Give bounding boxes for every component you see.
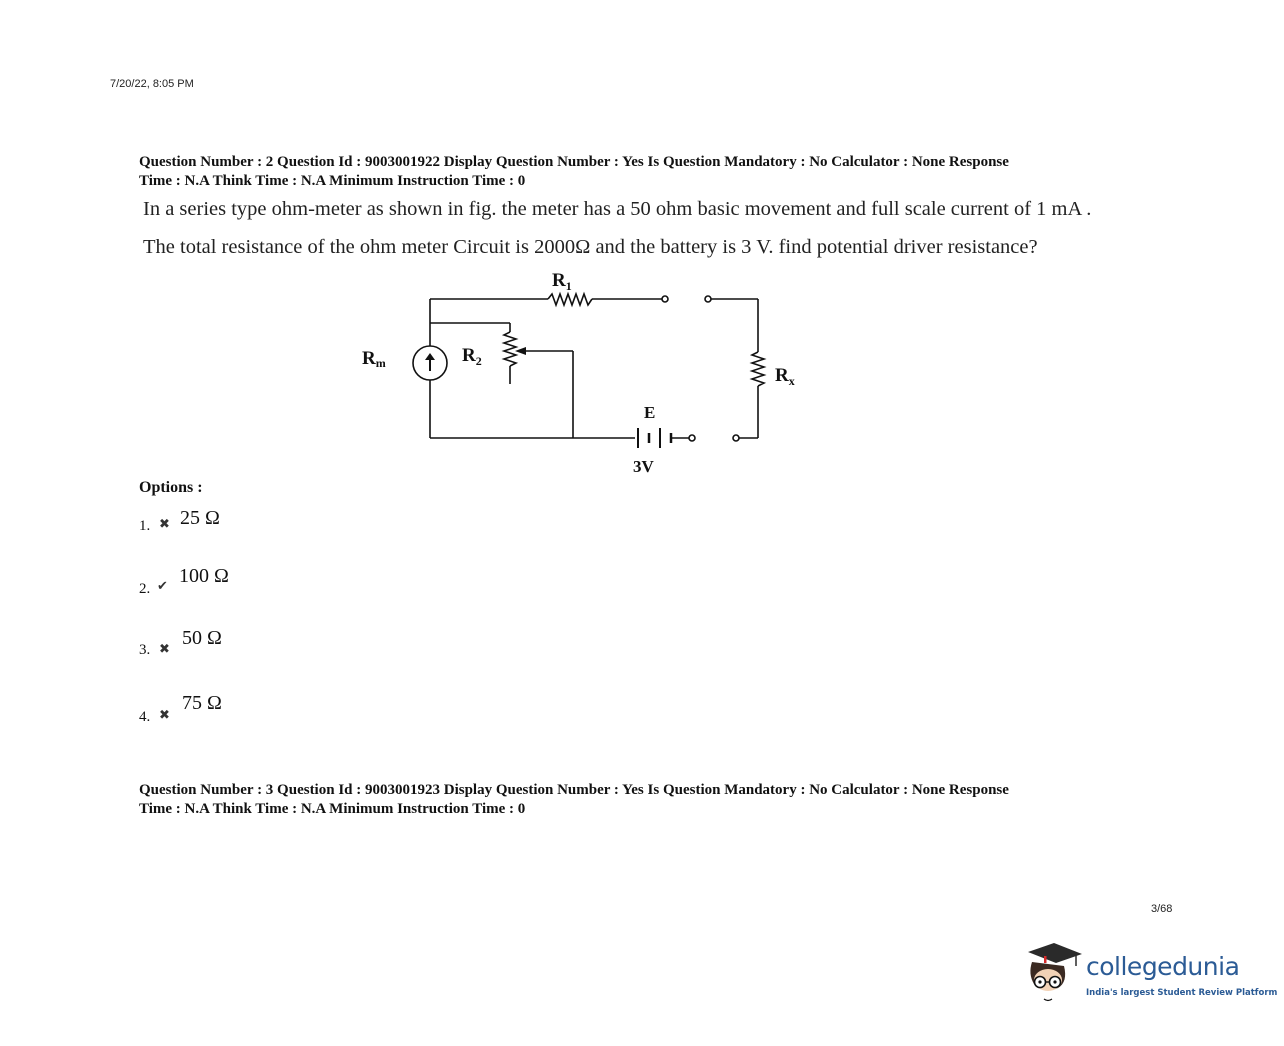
question-2-meta-line-2: Time : N.A Think Time : N.A Minimum Instruction Time : 0 (139, 173, 526, 189)
incorrect-cross-icon: ✖ (159, 641, 170, 656)
rm-label: Rm (362, 348, 386, 370)
option-2-value: 100 Ω (179, 565, 229, 587)
ohmmeter-circuit-diagram (355, 268, 815, 483)
rx-label: $R_x$ (775, 365, 795, 388)
collegedunia-logo-text: collegedunia (1086, 952, 1240, 981)
question-2-text-line-1: In a series type ohm-meter as shown in fig. the meter has a 50 ohm basic movement and full scale current of 1 mA . (143, 198, 1092, 220)
question-2-metadata (139, 153, 1149, 191)
battery-e-label: E (644, 403, 656, 422)
option-3-number: 3. (139, 642, 151, 658)
r1-label: $R_1$ (552, 270, 572, 293)
option-4-value: 75 Ω (182, 692, 222, 714)
question-3-metadata (139, 781, 1149, 819)
incorrect-cross-icon: ✖ (159, 707, 170, 722)
logo-tagline: India's largest Student Review Platform (1086, 988, 1278, 998)
question-3-meta-line-2: Time : N.A Think Time : N.A Minimum Instruction Time : 0 (139, 801, 526, 817)
option-1-number: 1. (139, 518, 151, 534)
question-3-meta-line-1: Question Number : 3 Question Id : 9003001923 Display Question Number : Yes Is Question Mandatory : No Calculator : None Response (139, 782, 1009, 798)
question-2-meta-line-1: Question Number : 2 Question Id : 9003001922 Display Question Number : Yes Is Question Mandatory : No Calculator : None Response (139, 154, 1009, 170)
option-3-value: 50 Ω (182, 627, 222, 649)
option-1-value: 25 Ω (180, 507, 220, 529)
correct-check-icon: ✔ (157, 578, 168, 593)
option-2-number: 2. (139, 581, 151, 597)
incorrect-cross-icon: ✖ (159, 516, 170, 531)
battery-voltage-label: 3V (633, 457, 654, 476)
option-4-number: 4. (139, 709, 151, 725)
options-label: Options : (139, 479, 203, 496)
page-number: 3/68 (1151, 903, 1173, 915)
question-2-text-line-2: The total resistance of the ohm meter Circuit is 2000Ω and the battery is 3 V. find potential driver resistance? (143, 236, 1038, 258)
r2-label: $R_2$ (462, 345, 482, 368)
graduate-mascot-icon (1024, 940, 1084, 1006)
print-date: 7/20/22, 8:05 PM (110, 78, 194, 90)
